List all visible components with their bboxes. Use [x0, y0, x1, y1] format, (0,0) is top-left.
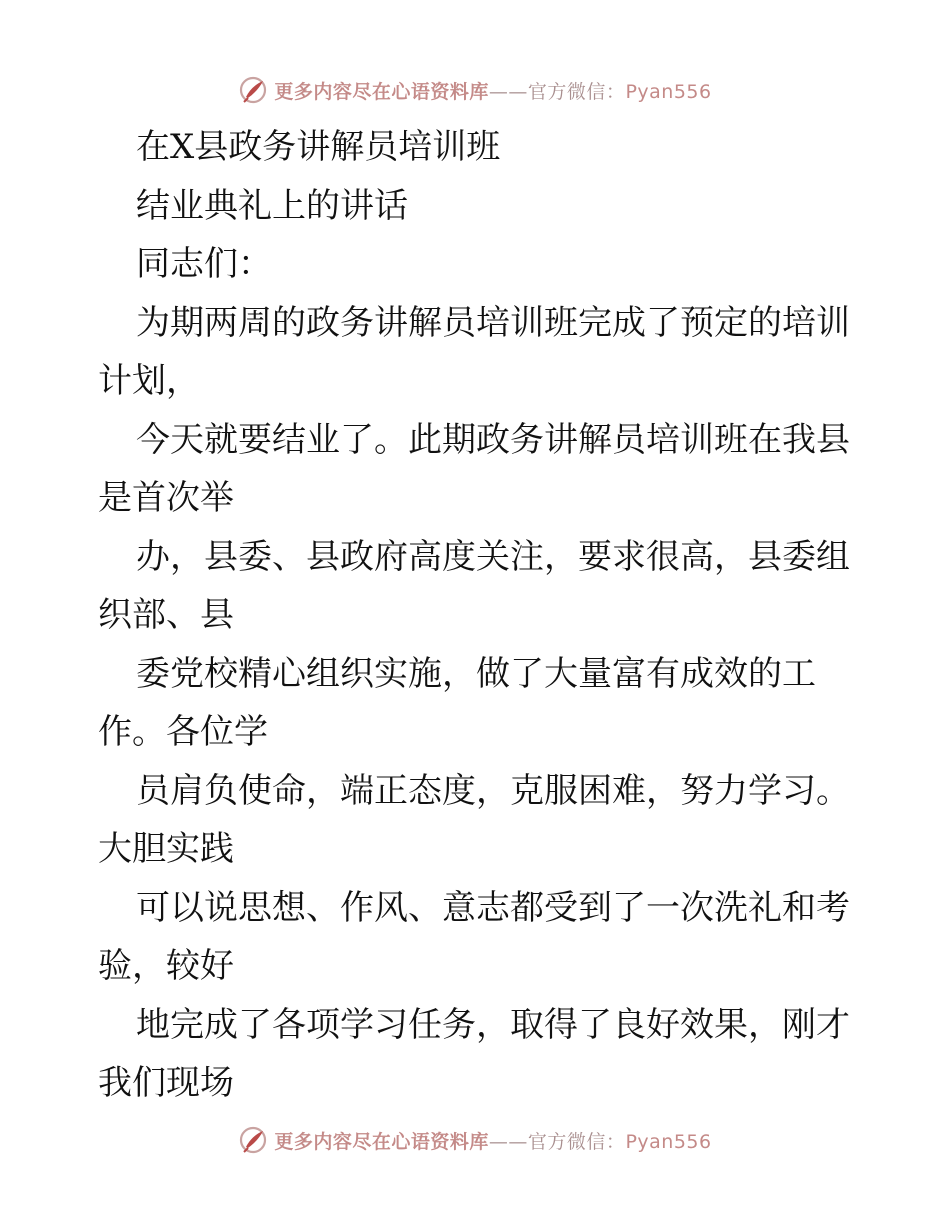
paragraph-line: 织部、县 — [98, 595, 234, 635]
doc-title-line-2: 结业典礼上的讲话 — [136, 185, 408, 226]
paragraph-line: 办，县委、县政府高度关注，要求很高，县委组 — [136, 536, 850, 577]
salutation: 同志们： — [136, 244, 272, 284]
paragraph-line: 员肩负使命，端正态度，克服困难，努力学习。 — [136, 770, 850, 811]
banner-main-text: 更多内容尽在心语资料库 — [274, 1130, 489, 1153]
banner-wechat-id: Pyan556 — [625, 1130, 712, 1153]
banner-wechat-label: 官方微信： — [527, 80, 626, 103]
paragraph-line: 验，较好 — [98, 946, 234, 986]
footer-watermark-banner — [0, 1120, 950, 1160]
paragraph-line: 作。各位学 — [98, 712, 268, 752]
banner-dash: —— — [488, 80, 528, 103]
paragraph-line: 大胆实践 — [98, 829, 234, 869]
banner-wechat-id: Pyan556 — [625, 80, 712, 103]
header-watermark-banner — [0, 70, 950, 110]
paragraph-line: 可以说思想、作风、意志都受到了一次洗礼和考 — [136, 887, 850, 928]
doc-title-line-1: 在X县政务讲解员培训班 — [136, 127, 501, 167]
paragraph-line: 地完成了各项学习任务，取得了良好效果，刚才 — [136, 1004, 850, 1045]
paragraph-line: 今天就要结业了。此期政务讲解员培训班在我县 — [136, 419, 850, 460]
document-body — [98, 118, 858, 1113]
paragraph-line: 计划， — [98, 361, 200, 401]
paragraph-line: 我们现场 — [98, 1063, 234, 1103]
paragraph-line: 委党校精心组织实施，做了大量富有成效的工 — [136, 653, 816, 694]
banner-dash: —— — [488, 1130, 528, 1153]
banner-wechat-label: 官方微信： — [527, 1130, 626, 1153]
paragraph-line: 为期两周的政务讲解员培训班完成了预定的培训 — [136, 302, 850, 343]
quill-logo-icon — [238, 1125, 268, 1155]
quill-logo-icon — [238, 75, 268, 105]
banner-main-text: 更多内容尽在心语资料库 — [274, 80, 489, 103]
paragraph-line: 是首次举 — [98, 478, 234, 518]
